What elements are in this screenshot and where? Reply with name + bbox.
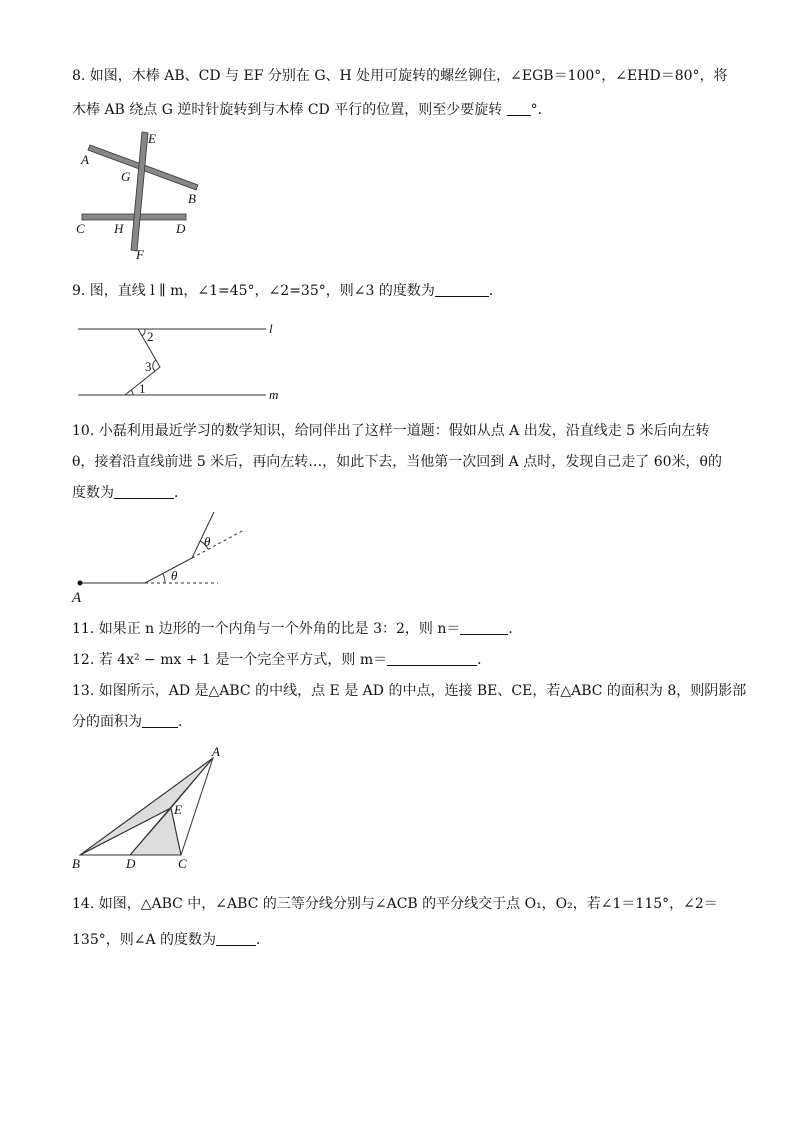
q11-text	[72, 619, 522, 639]
q14-answer-blank[interactable]	[216, 931, 256, 946]
q9-figure	[75, 318, 285, 403]
q10-line1: 10. 小磊利用最近学习的数学知识，给同伴出了这样一道题：假如从点 A 出发，沿直线走 5 米后向左转	[72, 423, 710, 439]
q8-line1: 8. 如图，木棒 AB、CD 与 EF 分别在 G、H 处用可旋转的螺丝铆住，∠EGB＝100°，∠EHD＝80°，将	[72, 68, 728, 84]
q8-line2-end: °．	[530, 102, 552, 118]
q8-figure	[70, 128, 210, 263]
q10-line3	[72, 483, 188, 503]
q10-line3-text: 度数为	[72, 485, 114, 501]
second-segment	[145, 558, 192, 583]
q13-line2	[72, 712, 192, 732]
q10-line3-end: ．	[174, 485, 188, 501]
q8-label-b: B	[188, 191, 196, 206]
q13-figure	[68, 740, 228, 875]
q9-label-angle2: 2	[147, 329, 154, 344]
q14-line1: 14. 如图，△ABC 中，∠ABC 的三等分线分别与∠ACB 的平分线交于点 O₁，O₂，若∠1＝115°，∠2＝	[72, 896, 718, 912]
q10-label-theta2: θ	[204, 534, 211, 549]
q10-line2: θ，接着沿直线前进 5 米后，再向左转…，如此下去，当他第一次回到 A 点时，发现自己走了 60米，θ的	[72, 454, 722, 470]
rod-ef	[131, 132, 148, 251]
q13-answer-blank[interactable]	[142, 713, 178, 728]
q14-line2-text: 135°，则∠A 的度数为	[72, 932, 217, 948]
q13-line1: 13. 如图所示，AD 是△ABC 的中线，点 E 是 AD 的中点，连接 BE、CE，若△ABC 的面积为 8，则阴影部	[72, 683, 747, 699]
q8-answer-blank[interactable]	[507, 101, 531, 116]
q8-label-f: F	[136, 247, 144, 262]
angle-2-arc	[142, 329, 145, 336]
q8-label-a: A	[81, 152, 89, 167]
q13-label-d: D	[126, 856, 136, 871]
q9-text-body: 9. 图，直线 l ∥ m，∠1=45°，∠2=35°，则∠3 的度数为	[72, 283, 435, 299]
q9-label-angle3: 3	[145, 359, 152, 374]
q9-answer-blank[interactable]	[435, 282, 489, 297]
q10-answer-blank[interactable]	[114, 484, 174, 499]
point-a	[78, 581, 83, 586]
q13-label-a: A	[212, 744, 220, 759]
q10-label-theta1: θ	[171, 568, 178, 583]
q8-label-g: G	[121, 169, 131, 184]
q12-text-end: ．	[477, 652, 492, 668]
q8-label-d: D	[176, 221, 186, 236]
q11-text-end: ．	[508, 621, 523, 637]
angle-1-arc	[131, 390, 133, 395]
q9-label-m: m	[269, 387, 279, 402]
q8-label-h: H	[114, 221, 124, 236]
q13-line2-text: 分的面积为	[72, 714, 142, 730]
q8-label-c: C	[76, 221, 85, 236]
angle-3-arc	[153, 360, 156, 371]
q13-label-e: E	[174, 802, 182, 817]
extension-dashed-2	[192, 530, 244, 558]
q10-figure	[70, 508, 250, 608]
q9-text	[72, 281, 503, 301]
third-segment	[192, 512, 214, 558]
q14-line2	[72, 930, 270, 950]
q13-line2-end: ．	[178, 714, 192, 730]
q12-text	[72, 650, 491, 670]
q9-label-angle1: 1	[139, 381, 146, 396]
q14-line2-end: ．	[256, 932, 271, 948]
q11-answer-blank[interactable]	[460, 620, 508, 635]
theta-arc-1	[163, 574, 165, 583]
q11-text-body: 11. 如果正 n 边形的一个内角与一个外角的比是 3：2，则 n＝	[72, 621, 461, 637]
q13-label-b: B	[72, 856, 80, 871]
q9-text-end: ．	[488, 283, 503, 299]
q12-text-body: 12. 若 4x² − mx + 1 是一个完全平方式，则 m＝	[72, 652, 388, 668]
q9-label-l: l	[269, 321, 273, 336]
q13-label-c: C	[178, 856, 187, 871]
q8-line2	[72, 100, 552, 120]
q8-line2-text: 木棒 AB 绕点 G 逆时针旋转到与木棒 CD 平行的位置，则至少要旋转	[72, 102, 507, 118]
q10-label-a: A	[72, 590, 82, 606]
q8-label-e: E	[148, 131, 156, 146]
q12-answer-blank[interactable]	[387, 651, 477, 666]
